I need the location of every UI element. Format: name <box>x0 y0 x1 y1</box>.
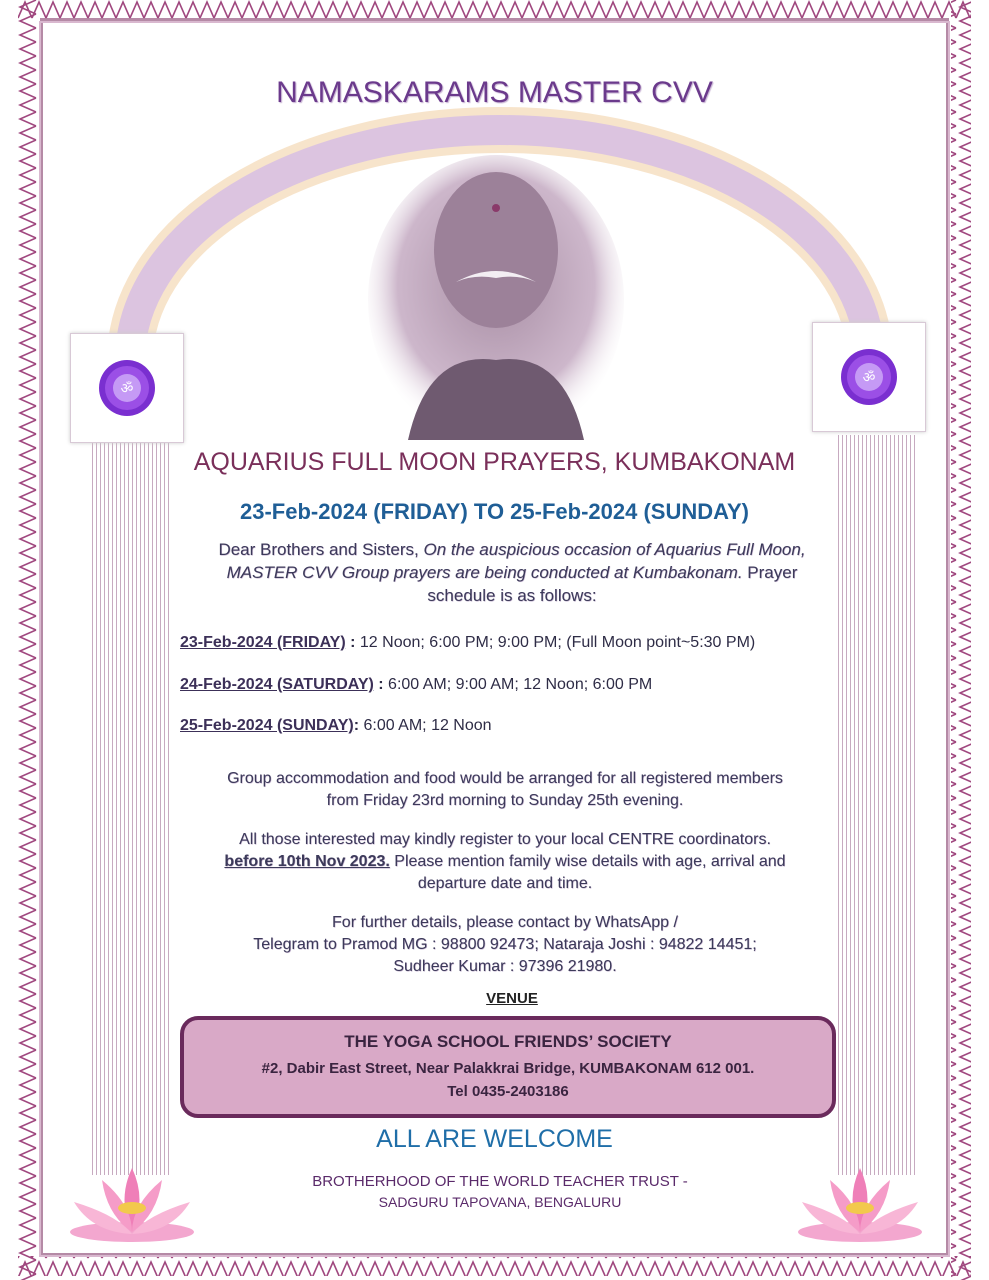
chakra-icon <box>813 323 925 431</box>
svg-text:ॐ: ॐ <box>862 370 876 386</box>
venue-box <box>180 1016 836 1118</box>
schedule-row: 25-Feb-2024 (SUNDAY): 6:00 AM; 12 Noon <box>180 717 492 734</box>
svg-text:ॐ: ॐ <box>120 381 134 397</box>
venue-name: THE YOGA SCHOOL FRIENDS’ SOCIETY <box>344 1032 672 1051</box>
accommodation-text: Group accommodation and food would be arranged for all registered members from Friday 23rd morning to Sunday 25th evening. <box>227 770 783 809</box>
right-pillar <box>838 435 918 1175</box>
event-title: AQUARIUS FULL MOON PRAYERS, KUMBAKONAM <box>193 448 796 476</box>
intro-closing: Prayer schedule is as follows: <box>427 563 798 605</box>
venue-label: VENUE <box>486 990 538 1007</box>
schedule-times: 6:00 AM; 12 Noon <box>363 717 492 734</box>
lotus-icon <box>62 1160 202 1250</box>
right-chakra-box <box>812 322 926 432</box>
registration-text: All those interested may kindly register to your local CENTRE coordinators. before 10th Nov 2023. Please mention family wise details with age, arrival and departure date and time. <box>224 831 786 892</box>
contact-text: For further details, please contact by WhatsApp / Telegram to Pramod MG : 98800 92473; Nataraja Joshi : 94822 14451; Sudheer Kumar : 97396 21980. <box>253 914 757 975</box>
schedule-row: 23-Feb-2024 (FRIDAY) : 12 Noon; 6:00 PM; 9:00 PM; (Full Moon point~5:30 PM) <box>180 634 756 651</box>
left-pillar <box>92 435 172 1175</box>
event-date-range: 23-Feb-2024 (FRIDAY) TO 25-Feb-2024 (SUNDAY) <box>239 499 749 524</box>
registration-deadline: before 10th Nov 2023. <box>224 853 390 870</box>
lotus-icon <box>790 1160 930 1250</box>
page-title: NAMASKARAMS MASTER CVV <box>276 76 713 109</box>
schedule-times: 12 Noon; 6:00 PM; 9:00 PM; (Full Moon point~5:30 PM) <box>359 634 756 651</box>
schedule-row: 24-Feb-2024 (SATURDAY) : 6:00 AM; 9:00 AM; 12 Noon; 6:00 PM <box>180 676 653 693</box>
intro-paragraph <box>212 538 812 607</box>
trust-name: BROTHERHOOD OF THE WORLD TEACHER TRUST - SADGURU TAPOVANA, BENGALURU <box>312 1173 688 1210</box>
schedule-day: 25-Feb-2024 (SUNDAY) <box>180 717 354 734</box>
schedule-times: 6:00 AM; 9:00 AM; 12 Noon; 6:00 PM <box>388 676 653 693</box>
chakra-icon <box>71 334 183 442</box>
intro-greeting: Dear Brothers and Sisters, <box>218 540 419 559</box>
left-chakra-box <box>70 333 184 443</box>
portrait-image <box>368 150 624 440</box>
venue-tel: Tel 0435-2403186 <box>447 1083 569 1100</box>
welcome-text: ALL ARE WELCOME <box>376 1125 613 1153</box>
schedule-day: 23-Feb-2024 (FRIDAY) <box>180 634 346 651</box>
intro-italic: On the auspicious occasion of Aquarius Full Moon, MASTER CVV Group prayers are being conducted at Kumbakonam. <box>226 540 806 582</box>
venue-address: #2, Dabir East Street, Near Palakkrai Bridge, KUMBAKONAM 612 001. <box>261 1060 755 1077</box>
schedule-day: 24-Feb-2024 (SATURDAY) <box>180 676 374 693</box>
